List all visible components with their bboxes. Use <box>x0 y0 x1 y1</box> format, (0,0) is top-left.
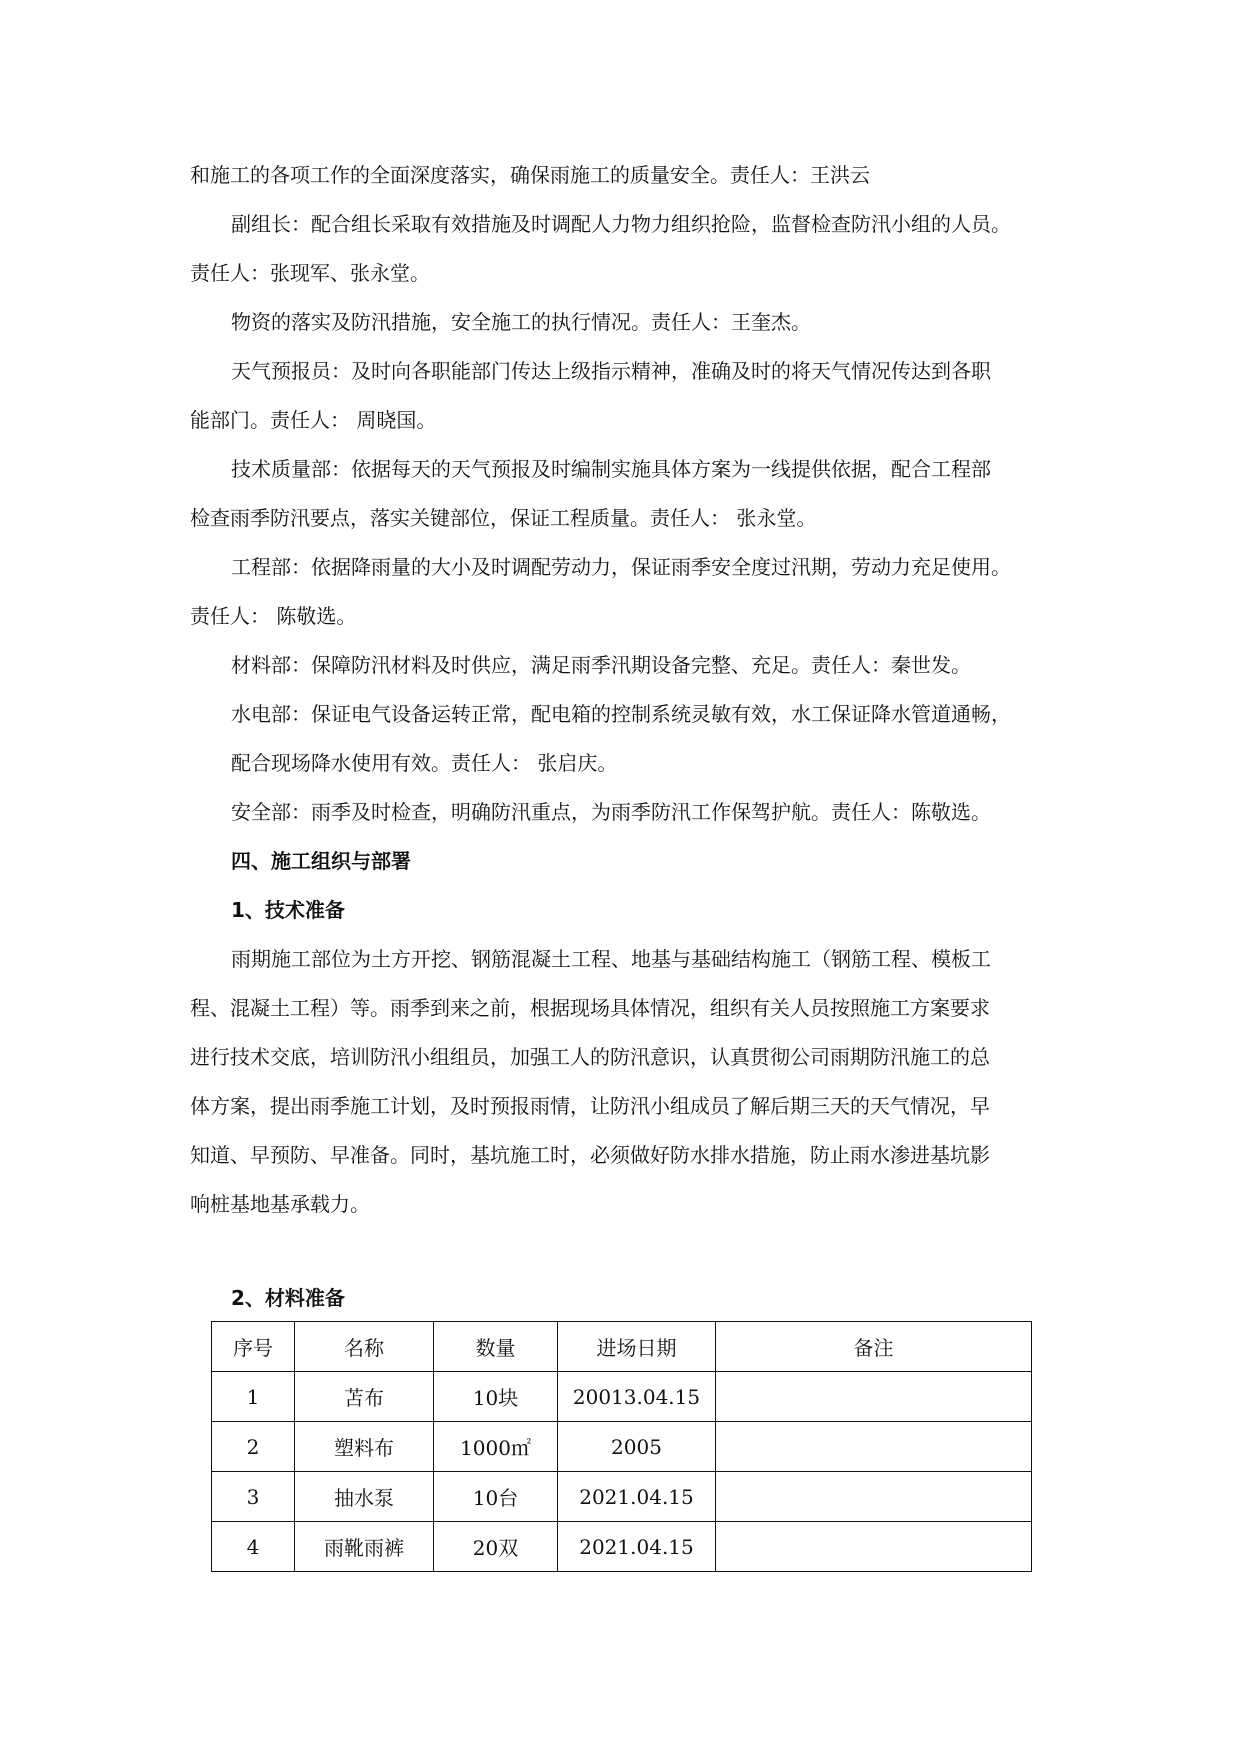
table-cell: 3 <box>212 1472 295 1522</box>
table-cell: 塑料布 <box>295 1422 434 1472</box>
table-row <box>212 1372 1032 1422</box>
table-cell: 20双 <box>434 1522 558 1572</box>
table-cell: 20013.04.15 <box>558 1372 716 1422</box>
paragraph-line: 材料部：保障防汛材料及时供应，满足雨季汛期设备完整、充足。责任人：秦世发。 <box>231 653 971 677</box>
table-cell <box>716 1522 1032 1572</box>
table-cell: 1 <box>212 1372 295 1422</box>
table-row <box>212 1522 1032 1572</box>
table-cell: 2 <box>212 1422 295 1472</box>
table-row <box>212 1472 1032 1522</box>
table-header-row <box>212 1322 1032 1372</box>
paragraph-line: 工程部：依据降雨量的大小及时调配劳动力，保证雨季安全度过汛期，劳动力充足使用。 <box>231 555 1011 579</box>
header-cell: 数量 <box>434 1322 558 1372</box>
table-cell: 2005 <box>558 1422 716 1472</box>
table-cell: 4 <box>212 1522 295 1572</box>
table-cell: 雨靴雨裤 <box>295 1522 434 1572</box>
paragraph-line: 和施工的各项工作的全面深度落实，确保雨施工的质量安全。责任人：王洪云 <box>190 163 870 187</box>
paragraph-line: 响桩基地基承载力。 <box>190 1192 370 1216</box>
paragraph-line: 雨期施工部位为土方开挖、钢筋混凝土工程、地基与基础结构施工（钢筋工程、模板工 <box>231 947 991 971</box>
paragraph-line: 知道、早预防、早准备。同时，基坑施工时，必须做好防水排水措施，防止雨水渗进基坑影 <box>190 1143 990 1167</box>
paragraph-line: 能部门。责任人： 周晓国。 <box>190 408 437 432</box>
paragraph-line: 体方案，提出雨季施工计划，及时预报雨情，让防汛小组成员了解后期三天的天气情况，早 <box>190 1094 990 1118</box>
table-cell <box>716 1422 1032 1472</box>
header-cell: 进场日期 <box>558 1322 716 1372</box>
paragraph-line: 责任人： 陈敬选。 <box>190 604 357 628</box>
subsection-heading: 2、材料准备 <box>231 1286 345 1310</box>
header-cell: 序号 <box>212 1322 295 1372</box>
paragraph-line: 安全部：雨季及时检查，明确防汛重点，为雨季防汛工作保驾护航。责任人：陈敬选。 <box>231 800 991 824</box>
table-cell <box>716 1472 1032 1522</box>
paragraph-line: 物资的落实及防汛措施，安全施工的执行情况。责任人：王奎杰。 <box>231 310 811 334</box>
paragraph-line: 配合现场降水使用有效。责任人： 张启庆。 <box>231 751 618 775</box>
table-cell: 1000㎡ <box>434 1422 558 1472</box>
subsection-heading: 1、技术准备 <box>231 898 345 922</box>
paragraph-line: 责任人：张现军、张永堂。 <box>190 261 430 285</box>
table-cell: 抽水泵 <box>295 1472 434 1522</box>
paragraph-line: 检查雨季防汛要点，落实关键部位，保证工程质量。责任人： 张永堂。 <box>190 506 817 530</box>
paragraph-line: 天气预报员：及时向各职能部门传达上级指示精神，准确及时的将天气情况传达到各职 <box>231 359 991 383</box>
table-cell: 苫布 <box>295 1372 434 1422</box>
table-cell: 2021.04.15 <box>558 1472 716 1522</box>
paragraph-line: 副组长：配合组长采取有效措施及时调配人力物力组织抢险，监督检查防汛小组的人员。 <box>231 212 1011 236</box>
paragraph-line: 进行技术交底，培训防汛小组组员，加强工人的防汛意识，认真贯彻公司雨期防汛施工的总 <box>190 1045 990 1069</box>
header-cell: 名称 <box>295 1322 434 1372</box>
table-cell: 10台 <box>434 1472 558 1522</box>
section-heading: 四、施工组织与部署 <box>231 849 411 873</box>
materials-table <box>211 1321 1032 1572</box>
paragraph-line: 技术质量部：依据每天的天气预报及时编制实施具体方案为一线提供依据，配合工程部 <box>231 457 991 481</box>
paragraph-line: 水电部：保证电气设备运转正常，配电箱的控制系统灵敏有效，水工保证降水管道通畅， <box>231 702 1011 726</box>
table-cell: 2021.04.15 <box>558 1522 716 1572</box>
paragraph-line: 程、混凝土工程）等。雨季到来之前，根据现场具体情况，组织有关人员按照施工方案要求 <box>190 996 990 1020</box>
table-cell <box>716 1372 1032 1422</box>
table-cell: 10块 <box>434 1372 558 1422</box>
table-row <box>212 1422 1032 1472</box>
header-cell: 备注 <box>716 1322 1032 1372</box>
